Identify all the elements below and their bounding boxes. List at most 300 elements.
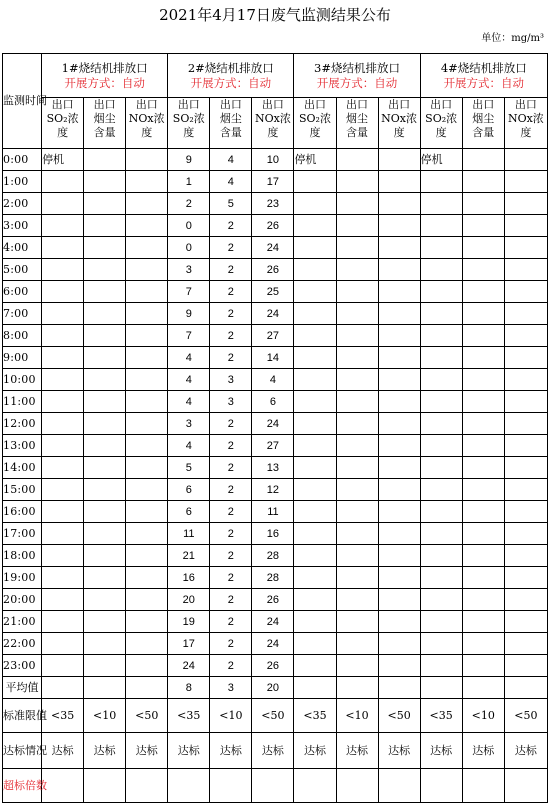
value-cell: 6 [168, 501, 210, 523]
table-row [3, 347, 548, 369]
value-cell [336, 149, 378, 171]
exceed-value [294, 769, 336, 803]
value-cell: 24 [252, 303, 294, 325]
value-cell: 3 [168, 259, 210, 281]
value-cell [42, 281, 84, 303]
header-row-metrics [3, 98, 548, 149]
value-cell [42, 611, 84, 633]
compliance-label: 达标情况 [3, 733, 42, 769]
value-cell [42, 501, 84, 523]
value-cell [126, 215, 168, 237]
value-cell [294, 281, 336, 303]
average-value: 8 [168, 677, 210, 699]
value-cell [378, 633, 420, 655]
metric-header-line: 度 [267, 126, 279, 139]
value-cell: 2 [210, 303, 252, 325]
value-cell [504, 677, 547, 699]
value-cell [378, 567, 420, 589]
value-cell [336, 611, 378, 633]
metric-header [336, 98, 378, 149]
value-cell: 26 [252, 655, 294, 677]
value-cell: 2 [210, 457, 252, 479]
value-cell [504, 435, 547, 457]
limit-value: <35 [420, 699, 462, 733]
table-row [3, 281, 548, 303]
metric-header-line: 出口 [346, 98, 369, 111]
value-cell [126, 677, 168, 699]
limit-value: <50 [378, 699, 420, 733]
value-cell: 2 [210, 215, 252, 237]
value-cell [378, 523, 420, 545]
value-cell [462, 171, 504, 193]
value-cell [84, 479, 126, 501]
metric-header-line: 度 [141, 126, 153, 139]
exceed-value [378, 769, 420, 803]
value-cell: 25 [252, 281, 294, 303]
value-cell [504, 501, 547, 523]
value-cell [42, 655, 84, 677]
value-cell [336, 545, 378, 567]
value-cell: 24 [252, 633, 294, 655]
value-cell [294, 677, 336, 699]
value-cell [504, 281, 547, 303]
value-cell: 16 [252, 523, 294, 545]
value-cell [420, 633, 462, 655]
value-cell [462, 677, 504, 699]
value-cell [378, 369, 420, 391]
value-cell [420, 171, 462, 193]
value-cell [336, 501, 378, 523]
time-cell: 17:00 [3, 523, 42, 545]
value-cell [126, 413, 168, 435]
value-cell [378, 677, 420, 699]
table-row [3, 501, 548, 523]
table-row [3, 325, 548, 347]
table-row [3, 655, 548, 677]
average-label: 平均值 [3, 677, 42, 699]
value-cell [378, 259, 420, 281]
value-cell [84, 237, 126, 259]
value-cell [84, 589, 126, 611]
value-cell [462, 479, 504, 501]
value-cell [84, 501, 126, 523]
limit-value: <10 [84, 699, 126, 733]
value-cell [504, 545, 547, 567]
value-cell [504, 325, 547, 347]
value-cell: 24 [252, 611, 294, 633]
metric-header-line: 出口 [261, 98, 284, 111]
value-cell: 4 [210, 149, 252, 171]
value-cell [336, 655, 378, 677]
value-cell [84, 391, 126, 413]
metric-header-line: 出口 [303, 98, 326, 111]
value-cell [462, 325, 504, 347]
exceed-row [3, 769, 548, 803]
value-cell [294, 567, 336, 589]
value-cell [84, 413, 126, 435]
value-cell [378, 413, 420, 435]
value-cell [336, 347, 378, 369]
value-cell [336, 523, 378, 545]
metric-header-line: SO₂浓 [46, 112, 79, 125]
metric-header [420, 98, 462, 149]
value-cell [294, 347, 336, 369]
value-cell [126, 479, 168, 501]
outlet-header-3 [294, 54, 420, 98]
value-cell [336, 479, 378, 501]
value-cell [294, 413, 336, 435]
value-cell [420, 611, 462, 633]
table-row [3, 259, 548, 281]
value-cell: 6 [168, 479, 210, 501]
table-row [3, 435, 548, 457]
value-cell [462, 215, 504, 237]
compliance-status: 达标 [504, 733, 547, 769]
value-cell [84, 215, 126, 237]
value-cell: 26 [252, 215, 294, 237]
value-cell [336, 391, 378, 413]
exceed-value [42, 769, 84, 803]
metric-header-line: SO₂浓 [425, 112, 458, 125]
value-cell [42, 303, 84, 325]
metric-header-line: 度 [309, 126, 321, 139]
table-row [3, 567, 548, 589]
value-cell [504, 479, 547, 501]
value-cell [126, 545, 168, 567]
value-cell: 24 [168, 655, 210, 677]
value-cell [378, 655, 420, 677]
value-cell [42, 677, 84, 699]
value-cell [462, 413, 504, 435]
metric-header-line: NOx浓 [381, 112, 418, 125]
value-cell [42, 391, 84, 413]
table-row [3, 633, 548, 655]
value-cell [378, 457, 420, 479]
value-cell [336, 281, 378, 303]
value-cell [42, 523, 84, 545]
value-cell [420, 369, 462, 391]
limits-label: 标准限值 [3, 699, 42, 733]
value-cell [294, 655, 336, 677]
value-cell [378, 149, 420, 171]
compliance-status: 达标 [420, 733, 462, 769]
time-cell: 14:00 [3, 457, 42, 479]
value-cell [504, 303, 547, 325]
value-cell [84, 655, 126, 677]
exceed-label: 超标倍数 [3, 769, 42, 803]
value-cell [462, 193, 504, 215]
value-cell: 2 [210, 611, 252, 633]
average-row [3, 677, 548, 699]
table-row [3, 523, 548, 545]
metric-header-line: 度 [183, 126, 195, 139]
outlet-mode: 开展方式：自动 [316, 75, 398, 90]
value-cell [336, 457, 378, 479]
value-cell: 21 [168, 545, 210, 567]
metric-header-line: 度 [435, 126, 447, 139]
value-cell [126, 501, 168, 523]
value-cell [420, 215, 462, 237]
metric-header-line: 度 [57, 126, 69, 139]
value-cell [504, 611, 547, 633]
value-cell [294, 479, 336, 501]
metric-header [252, 98, 294, 149]
value-cell: 2 [210, 325, 252, 347]
value-cell [336, 413, 378, 435]
average-value: 3 [210, 677, 252, 699]
value-cell [42, 457, 84, 479]
value-cell [42, 545, 84, 567]
value-cell: 2 [210, 259, 252, 281]
value-cell [336, 303, 378, 325]
metric-header-line: 含量 [472, 126, 495, 139]
value-cell [420, 259, 462, 281]
value-cell [504, 171, 547, 193]
value-cell [378, 281, 420, 303]
value-cell [84, 435, 126, 457]
value-cell [126, 435, 168, 457]
value-cell [294, 237, 336, 259]
value-cell [504, 457, 547, 479]
value-cell: 2 [210, 567, 252, 589]
value-cell [294, 303, 336, 325]
value-cell [126, 655, 168, 677]
value-cell: 0 [168, 215, 210, 237]
value-cell [504, 413, 547, 435]
value-cell [294, 193, 336, 215]
time-cell: 1:00 [3, 171, 42, 193]
value-cell [462, 545, 504, 567]
value-cell: 3 [168, 413, 210, 435]
value-cell: 4 [168, 435, 210, 457]
value-cell [462, 567, 504, 589]
value-cell [126, 457, 168, 479]
value-cell: 2 [168, 193, 210, 215]
value-cell [294, 259, 336, 281]
table-row [3, 611, 548, 633]
value-cell [378, 501, 420, 523]
value-cell [42, 237, 84, 259]
value-cell [42, 567, 84, 589]
value-cell: 26 [252, 589, 294, 611]
table-row [3, 457, 548, 479]
value-cell [294, 633, 336, 655]
table-row [3, 413, 548, 435]
value-cell: 4 [252, 369, 294, 391]
compliance-status: 达标 [336, 733, 378, 769]
value-cell [42, 479, 84, 501]
table-row [3, 589, 548, 611]
time-cell: 6:00 [3, 281, 42, 303]
value-cell [462, 501, 504, 523]
value-cell: 5 [210, 193, 252, 215]
value-cell [462, 435, 504, 457]
exceed-value [420, 769, 462, 803]
value-cell: 2 [210, 435, 252, 457]
limit-value: <10 [462, 699, 504, 733]
table-row [3, 171, 548, 193]
value-cell [378, 479, 420, 501]
value-cell [84, 523, 126, 545]
table-row [3, 193, 548, 215]
metric-header-line: 烟尘 [472, 112, 495, 125]
value-cell [84, 567, 126, 589]
status-cell: 停机 [42, 149, 84, 171]
value-cell: 2 [210, 281, 252, 303]
value-cell: 7 [168, 281, 210, 303]
value-cell [420, 347, 462, 369]
value-cell [420, 303, 462, 325]
outlet-name: 1#烧结机排放口 [61, 60, 148, 75]
value-cell: 2 [210, 413, 252, 435]
value-cell: 28 [252, 545, 294, 567]
value-cell [294, 523, 336, 545]
metric-header-line: 度 [393, 126, 405, 139]
value-cell: 2 [210, 237, 252, 259]
value-cell [378, 391, 420, 413]
value-cell [126, 149, 168, 171]
value-cell: 2 [210, 655, 252, 677]
table-row [3, 369, 548, 391]
metric-header-line: NOx浓 [128, 112, 165, 125]
compliance-status: 达标 [252, 733, 294, 769]
value-cell [420, 677, 462, 699]
metric-header-line: 烟尘 [219, 112, 242, 125]
value-cell [420, 545, 462, 567]
value-cell [294, 391, 336, 413]
value-cell [42, 589, 84, 611]
compliance-status: 达标 [210, 733, 252, 769]
value-cell [420, 325, 462, 347]
value-cell [420, 655, 462, 677]
value-cell: 1 [168, 171, 210, 193]
outlet-header-4 [420, 54, 547, 98]
value-cell: 2 [210, 347, 252, 369]
exceed-value [504, 769, 547, 803]
metric-header-line: 出口 [135, 98, 158, 111]
compliance-status: 达标 [126, 733, 168, 769]
value-cell [42, 369, 84, 391]
metric-header-line: NOx浓 [507, 112, 544, 125]
value-cell [420, 589, 462, 611]
exceed-value [336, 769, 378, 803]
table-row [3, 149, 548, 171]
value-cell [84, 369, 126, 391]
value-cell [462, 611, 504, 633]
value-cell [84, 611, 126, 633]
table-row [3, 479, 548, 501]
value-cell [378, 237, 420, 259]
metric-header-line: 含量 [93, 126, 116, 139]
metric-header-line: 出口 [177, 98, 200, 111]
value-cell: 2 [210, 501, 252, 523]
value-cell [462, 149, 504, 171]
value-cell [126, 611, 168, 633]
metric-header-line: 出口 [430, 98, 453, 111]
value-cell [126, 567, 168, 589]
value-cell [84, 677, 126, 699]
value-cell [84, 281, 126, 303]
metric-header-line: NOx浓 [254, 112, 291, 125]
value-cell [378, 215, 420, 237]
metric-header [504, 98, 547, 149]
value-cell [378, 435, 420, 457]
compliance-status: 达标 [378, 733, 420, 769]
limits-row [3, 699, 548, 733]
time-cell: 15:00 [3, 479, 42, 501]
value-cell [336, 259, 378, 281]
metric-header [294, 98, 336, 149]
time-cell: 21:00 [3, 611, 42, 633]
time-cell: 20:00 [3, 589, 42, 611]
exceed-value [252, 769, 294, 803]
value-cell: 2 [210, 589, 252, 611]
value-cell: 28 [252, 567, 294, 589]
value-cell [294, 545, 336, 567]
average-value: 20 [252, 677, 294, 699]
value-cell [336, 589, 378, 611]
metric-header [126, 98, 168, 149]
value-cell: 2 [210, 523, 252, 545]
value-cell [42, 193, 84, 215]
value-cell [84, 149, 126, 171]
value-cell [378, 347, 420, 369]
value-cell: 4 [168, 391, 210, 413]
compliance-status: 达标 [42, 733, 84, 769]
value-cell [294, 589, 336, 611]
value-cell [462, 347, 504, 369]
compliance-status: 达标 [168, 733, 210, 769]
outlet-header-2 [168, 54, 294, 98]
value-cell [84, 633, 126, 655]
value-cell [378, 545, 420, 567]
value-cell [42, 215, 84, 237]
value-cell: 14 [252, 347, 294, 369]
value-cell: 4 [210, 171, 252, 193]
value-cell: 12 [252, 479, 294, 501]
value-cell: 3 [210, 391, 252, 413]
metric-header-line: 出口 [219, 98, 242, 111]
value-cell [336, 567, 378, 589]
value-cell [336, 237, 378, 259]
value-cell: 23 [252, 193, 294, 215]
table-row [3, 215, 548, 237]
value-cell [42, 347, 84, 369]
page-title: 2021年4月17日废气监测结果公布 [159, 6, 391, 24]
value-cell [42, 435, 84, 457]
value-cell: 7 [168, 325, 210, 347]
value-cell [462, 303, 504, 325]
value-cell [420, 457, 462, 479]
outlet-mode: 开展方式：自动 [443, 75, 525, 90]
value-cell [294, 325, 336, 347]
value-cell [420, 479, 462, 501]
time-cell: 8:00 [3, 325, 42, 347]
value-cell [126, 391, 168, 413]
value-cell [294, 435, 336, 457]
value-cell [126, 589, 168, 611]
metric-header-line: 烟尘 [93, 112, 116, 125]
outlet-name: 2#烧结机排放口 [187, 60, 274, 75]
value-cell [504, 523, 547, 545]
value-cell: 27 [252, 435, 294, 457]
value-cell: 17 [168, 633, 210, 655]
limit-value: <50 [504, 699, 547, 733]
value-cell [126, 633, 168, 655]
metric-header [210, 98, 252, 149]
time-cell: 3:00 [3, 215, 42, 237]
value-cell: 9 [168, 149, 210, 171]
